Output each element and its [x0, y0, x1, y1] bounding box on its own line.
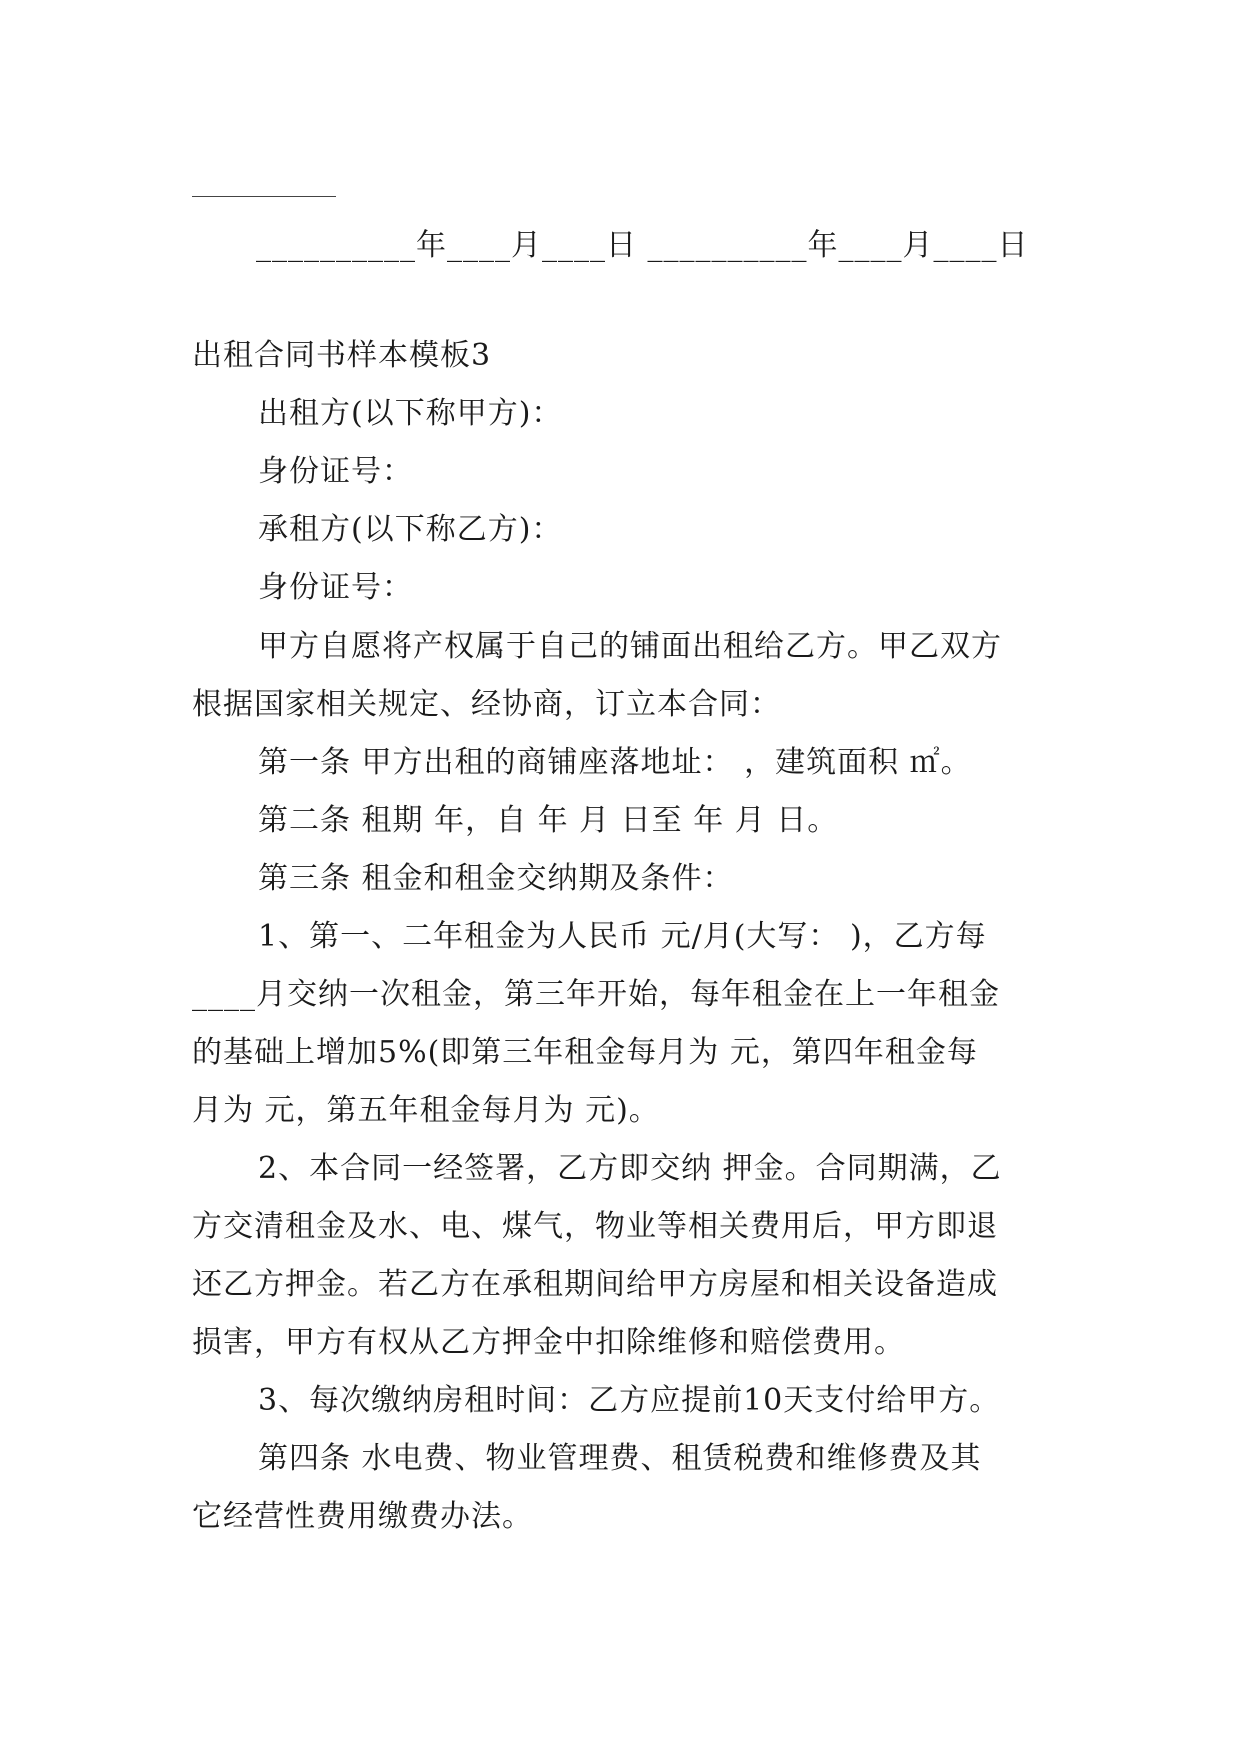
clause-2-line3: 还乙方押金。若乙方在承租期间给甲方房屋和相关设备造成: [192, 1267, 998, 1302]
clause-1-line1: 1、第一、二年租金为人民币 元/月(大写： )，乙方每: [258, 919, 987, 954]
intro-paragraph-line2: 根据国家相关规定、经协商，订立本合同：: [192, 687, 781, 722]
clause-2-line2: 方交清租金及水、电、煤气，物业等相关费用后，甲方即退: [192, 1209, 998, 1244]
clause-3-line1: 3、每次缴纳房租时间：乙方应提前10天支付给甲方。: [258, 1383, 1001, 1418]
intro-paragraph-line1: 甲方自愿将产权属于自己的铺面出租给乙方。甲乙双方: [258, 629, 1002, 664]
clause-1-line2: ____月交纳一次租金，第三年开始，每年租金在上一年租金: [192, 977, 1000, 1012]
lessor-id-label: 身份证号：: [258, 454, 413, 489]
article-2: 第二条 租期 年，自 年 月 日至 年 月 日。: [258, 803, 839, 838]
article-3: 第三条 租金和租金交纳期及条件：: [258, 861, 734, 896]
signature-rule: [192, 196, 336, 197]
article-1: 第一条 甲方出租的商铺座落地址： ，建筑面积 ㎡。: [258, 745, 972, 780]
article-4-line2: 它经营性费用缴费办法。: [192, 1499, 533, 1534]
lessee-id-label: 身份证号：: [258, 570, 413, 605]
article-4-line1: 第四条 水电费、物业管理费、租赁税费和维修费及其: [258, 1441, 982, 1476]
clause-2-line4: 损害，甲方有权从乙方押金中扣除维修和赔偿费用。: [192, 1325, 905, 1360]
lessor-label: 出租方(以下称甲方)：: [258, 396, 563, 431]
document-title: 出租合同书样本模板3: [192, 338, 492, 373]
lessee-label: 承租方(以下称乙方)：: [258, 512, 563, 547]
clause-1-line4: 月为 元，第五年租金每月为 元)。: [192, 1093, 660, 1128]
clause-1-line3: 的基础上增加5%(即第三年租金每月为 元，第四年租金每: [192, 1035, 978, 1070]
signature-date-line: __________年____月____日 __________年____月____日: [256, 228, 1029, 263]
clause-2-line1: 2、本合同一经签署，乙方即交纳 押金。合同期满，乙: [258, 1151, 1002, 1186]
